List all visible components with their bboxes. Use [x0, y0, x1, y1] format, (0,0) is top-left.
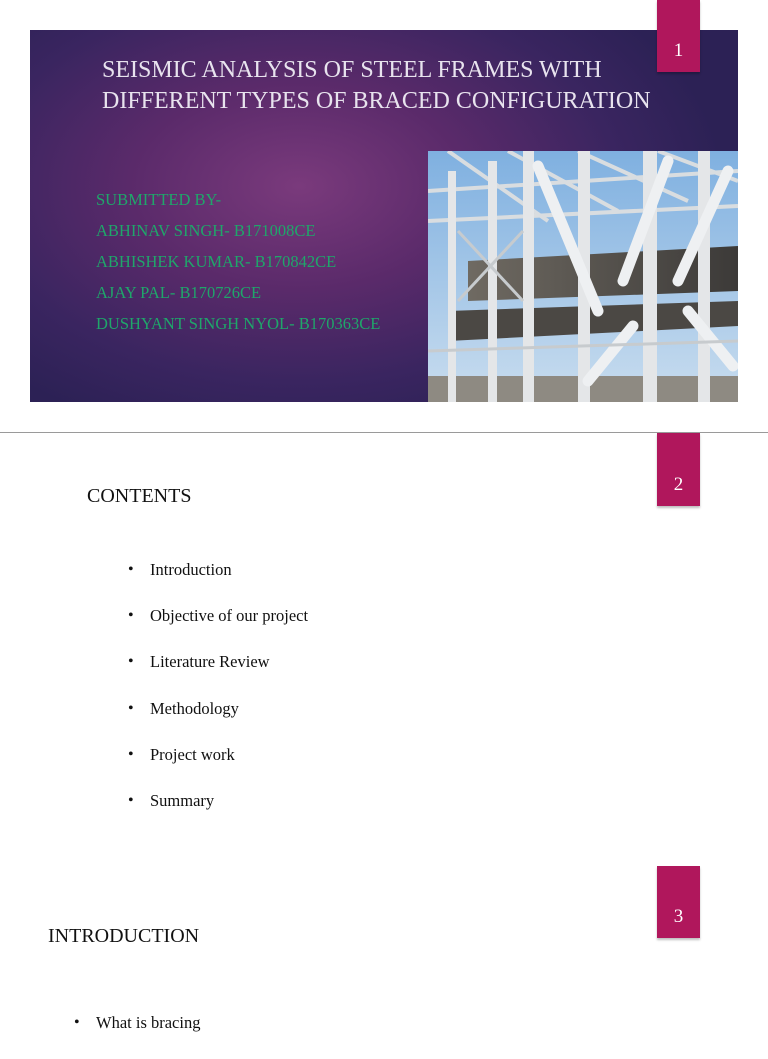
list-item: • Objective of our project [128, 606, 308, 652]
list-item: • Summary [128, 791, 308, 837]
submitted-line: SUBMITTED BY- [96, 190, 222, 209]
steel-frame-photo [428, 151, 738, 402]
list-item: • Literature Review [128, 652, 308, 698]
slide-number: 2 [673, 474, 684, 495]
contents-list [128, 560, 308, 837]
contents-title: CONTENTS [87, 485, 192, 507]
submitted-by-list [96, 184, 380, 339]
slide-number: 3 [673, 906, 684, 927]
list-item: • Introduction [128, 560, 308, 606]
slide-3 [0, 866, 768, 1032]
submitted-line: AJAY PAL- B170726CE [96, 283, 262, 302]
list-item: • Methodology [128, 699, 308, 745]
list-item: • What is bracing [74, 1013, 200, 1059]
title-panel [30, 30, 738, 402]
introduction-list [74, 1013, 200, 1059]
submitted-line: ABHINAV SINGH- B171008CE [96, 221, 316, 240]
slide-1 [0, 0, 768, 432]
slide-number: 1 [673, 40, 684, 61]
slide-number-badge [657, 0, 700, 72]
slide-2 [0, 433, 768, 866]
introduction-title: INTRODUCTION [48, 925, 200, 947]
submitted-line: ABHISHEK KUMAR- B170842CE [96, 252, 337, 271]
submitted-line: DUSHYANT SINGH NYOL- B170363CE [96, 314, 381, 333]
slide-title: SEISMIC ANALYSIS OF STEEL FRAMES WITH DIFFERENT TYPES OF BRACED CONFIGURATION [102, 57, 651, 114]
slide-number-badge [657, 866, 700, 938]
slide-number-badge [657, 433, 700, 506]
list-item: • Project work [128, 745, 308, 791]
